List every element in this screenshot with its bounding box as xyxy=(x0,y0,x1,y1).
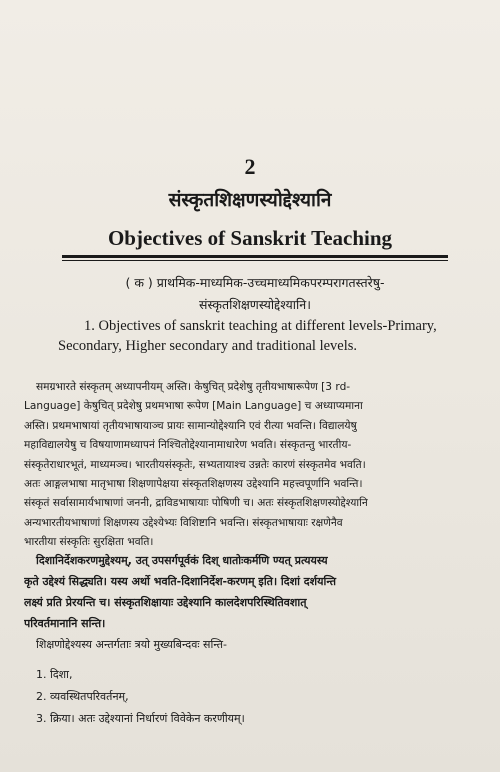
paragraph-line: अन्यभारतीयभाषाणां शिक्षणस्य उद्देश्येभ्यः विशिष्टानि भवन्ति। संस्कृतभाषायाः रक्षणेनैव xyxy=(24,516,343,529)
bold-paragraph-line: लक्ष्यं प्रति प्रेरयन्ति च। संस्कृतशिक्षायाः उद्देश्यानि कालदेशपरिस्थितिवशात् xyxy=(24,596,307,609)
bold-paragraph-line: दिशानिर्देशकरणमुद्देश्यम्, उत् उपसर्गपूर्वकं दिश् धातोःकर्मणि ण्यत् प्रत्ययस्य xyxy=(36,554,328,567)
list-item: 2. व्यवस्थितपरिवर्तनम्, xyxy=(36,690,129,703)
paragraph-line: अस्ति। प्रथमभाषायां तृतीयभाषायाञ्च प्रायः सामान्योद्देश्यानि एवं रीत्या भवन्ति। विद्यालयेषु xyxy=(24,419,357,432)
bold-paragraph-line: कृते उद्देश्यं सिद्ध्यति। यस्य अर्थो भवति-दिशानिर्देश-करणम् इति। दिशां दर्शयन्ति xyxy=(24,575,336,588)
title-rule-thin xyxy=(62,260,448,261)
paragraph-line: संस्कृतेराधारभूतं, माध्यमञ्च। भारतीयसंस्कृतेः, सभ्यतायाश्च उन्नतेः कारणं संस्कृतमेव भवति। xyxy=(24,458,366,471)
section-english-line: 1. Objectives of sanskrit teaching at different levels-Primary, xyxy=(84,318,437,334)
bold-paragraph xyxy=(24,550,480,634)
list-item: 1. दिशा, xyxy=(36,668,73,681)
chapter-title-sanskrit: संस्कृतशिक्षणस्योद्देश्यानि xyxy=(168,189,332,211)
list-item: 3. क्रिया। अतः उद्देश्यानां निर्धारणं विवेकेन करणीयम्। xyxy=(36,712,245,725)
points-intro: शिक्षणोद्देश्यस्य अन्तर्गताः त्रयो मुख्यबिन्दवः सन्ति- xyxy=(36,638,227,651)
section-english-heading xyxy=(58,316,458,356)
paragraph-line: समग्रभारते संस्कृतम् अध्यापनीयम् अस्ति। केषुचित् प्रदेशेषु तृतीयभाषारूपेण [3 rd- xyxy=(36,381,351,393)
paragraph-line: संस्कृतं सर्वासामार्यभाषाणां जननी, द्राविडभाषायाः पोषिणी च। अतः संस्कृतशिक्षणस्योद्देश्यानि xyxy=(24,497,368,510)
paragraph-line: अतः आङ्गलभाषा मातृभाषा शिक्षणापेक्षया संस्कृतशिक्षणस्य उद्देश्यानि महत्त्वपूर्णानि भवन्ति। xyxy=(24,478,363,491)
title-rule-thick xyxy=(62,255,448,258)
chapter-title-english: Objectives of Sanskrit Teaching xyxy=(107,226,393,250)
section-heading-line: ( क ) प्राथमिक-माध्यमिक-उच्चमाध्यमिकपरम्परागतस्तरेषु- xyxy=(125,275,385,290)
points-list xyxy=(36,664,476,730)
paragraph-line: भारतीया संस्कृतिः सुरक्षिता भवति। xyxy=(24,536,154,549)
chapter-number: 2 xyxy=(244,154,256,179)
section-heading-line: संस्कृतशिक्षणस्योद्देश्यानि। xyxy=(199,297,311,312)
bold-paragraph-line: परिवर्तमानानि सन्ति। xyxy=(24,617,106,630)
paragraph-line: महाविद्यालयेषु च विषयाणामध्यापनं निश्चितोद्देश्यानामाधारेण भवति। संस्कृतन्तु भारतीय- xyxy=(24,439,352,452)
paragraph-line: Language] केषुचित् प्रदेशेषु प्रथमभाषा रूपेण [Main Language] च अध्याप्यमाना xyxy=(24,400,363,413)
section-english-line: Secondary, Higher secondary and traditional levels. xyxy=(58,338,358,354)
section-heading xyxy=(60,272,450,316)
body-paragraph xyxy=(24,378,480,553)
